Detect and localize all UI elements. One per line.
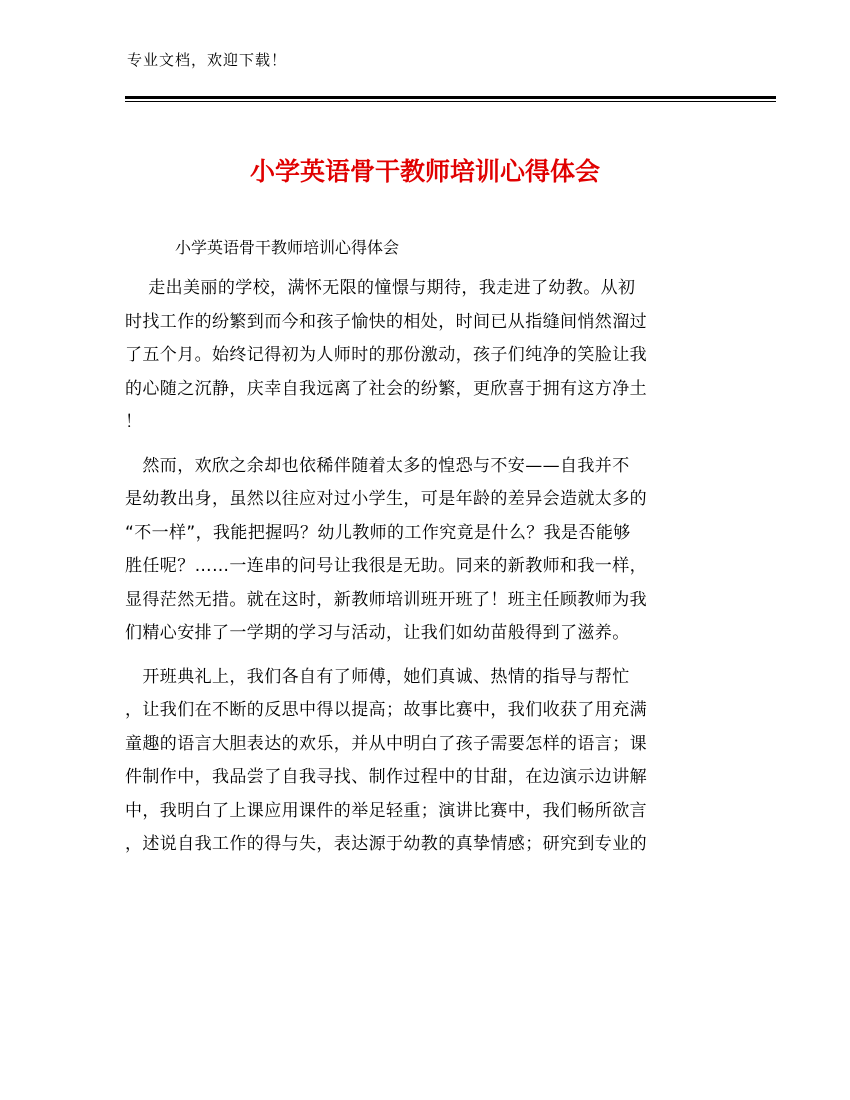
text-line: 们精心安排了一学期的学习与活动，让我们如幼苗般得到了滋养。: [125, 623, 630, 643]
text-line: 显得茫然无措。就在这时，新教师培训班开班了！班主任顾教师为我: [125, 589, 647, 610]
text-line: ！: [125, 412, 143, 432]
text-line: 童趣的语言大胆表达的欢乐，并从中明白了孩子需要怎样的语言；课: [125, 733, 647, 754]
text-line: 中，我明白了上课应用课件的举足轻重；演讲比赛中，我们畅所欲言: [125, 800, 647, 821]
text-line: 胜任呢？……一连串的问号让我很是无助。同来的新教师和我一样，: [125, 556, 647, 576]
header-rule-thick: [125, 96, 776, 99]
text-line: 了五个月。始终记得初为人师时的那份激动，孩子们纯净的笑脸让我: [125, 345, 647, 365]
text-line: 时找工作的纷繁到而今和孩子愉快的相处，时间已从指缝间悄然溜过: [125, 311, 647, 332]
paragraph: [125, 272, 725, 440]
text-line: 开班典礼上，我们各自有了师傅，她们真诚、热情的指导与帮忙: [125, 666, 630, 687]
text-line: ，述说自我工作的得与失，表达源于幼教的真挚情感；研究到专业的: [125, 834, 647, 854]
header-rule-thin: [125, 101, 776, 102]
paragraph: [125, 450, 725, 651]
text-line: “不一样”，我能把握吗？幼儿教师的工作究竟是什么？我是否能够: [125, 522, 631, 543]
text-line: 然而，欢欣之余却也依稀伴随着太多的惶恐与不安——自我并不: [125, 455, 630, 476]
document-title: 小学英语骨干教师培训心得体会: [249, 157, 600, 186]
text-line: 的心随之沉静，庆幸自我远离了社会的纷繁，更欣喜于拥有这方净土: [125, 378, 647, 399]
document-body: [125, 272, 725, 872]
text-line: 件制作中，我品尝了自我寻找、制作过程中的甘甜，在边演示边讲解: [125, 767, 647, 787]
text-line: ，让我们在不断的反思中得以提高；故事比赛中，我们收获了用充满: [125, 700, 647, 720]
header-note: 专业文档，欢迎下载！: [127, 51, 288, 69]
document-subtitle: 小学英语骨干教师培训心得体会: [175, 238, 400, 257]
paragraph: [125, 661, 725, 862]
text-line: 是幼教出身，虽然以往应对过小学生，可是年龄的差异会造就太多的: [125, 489, 647, 509]
text-line: 走出美丽的学校，满怀无限的憧憬与期待，我走进了幼教。从初: [125, 278, 636, 298]
